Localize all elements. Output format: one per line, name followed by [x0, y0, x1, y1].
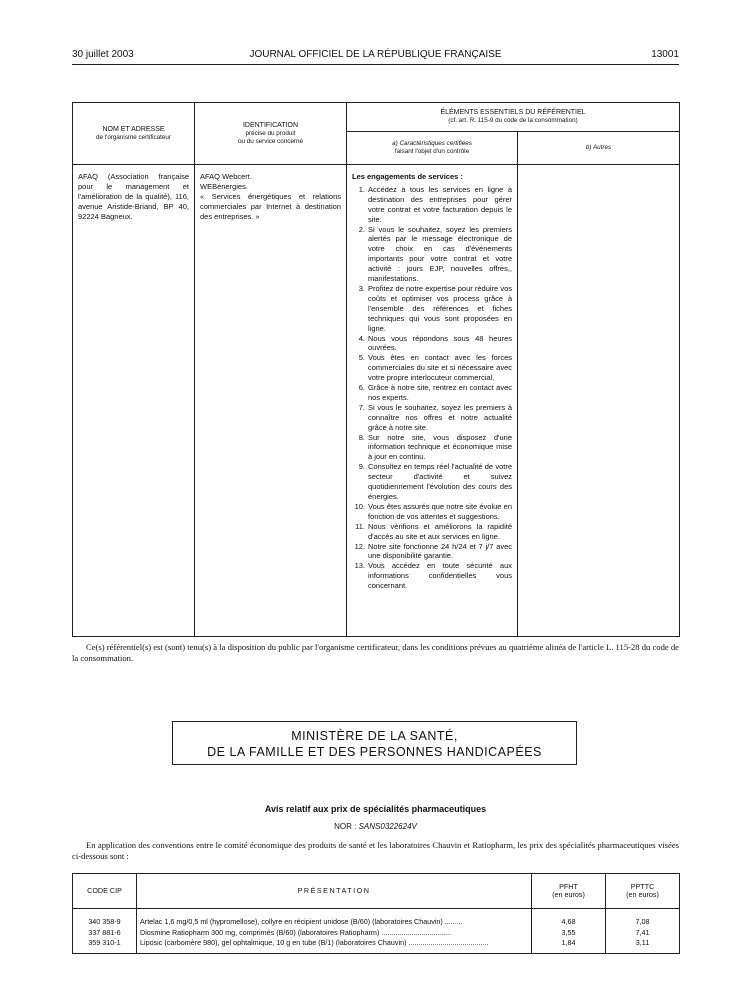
engagement-item — [352, 561, 512, 591]
table-row — [73, 909, 680, 928]
col-elements-header: ÉLÉMENTS ESSENTIELS DU RÉFÉRENTIEL (cf. art. R. 115-9 du code de la consommation) — [347, 103, 680, 132]
engagements-cell — [347, 165, 518, 637]
engagement-text: Nous vous répondons sous 48 heures ouvrées. — [368, 333, 512, 353]
col-caracteristiques-header: a) Caractéristiques certifiées faisant l'objet d'un contrôle — [347, 132, 518, 165]
engagement-text: Grâce à notre site, rentrez en contact avec nos experts. — [368, 383, 512, 402]
engagement-item — [352, 383, 512, 403]
col-identification-header: IDENTIFICATION précise du produit ou du service concerné — [195, 103, 347, 165]
engagements-title: Les engagements de services : — [352, 172, 463, 181]
header-rule — [72, 64, 679, 65]
engagement-item — [352, 403, 512, 433]
cell-pfht: 1,84 — [532, 938, 606, 953]
engagement-text: Accédez à tous les services en ligne à destination des entreprises pour gérer votre contrat et votre facturation depuis le site. — [368, 184, 512, 224]
page-header — [72, 49, 679, 63]
engagement-item — [352, 353, 512, 383]
cell-ppttc: 7,08 — [606, 909, 680, 928]
engagement-text: Si vous le souhaitez, soyez les premiers alertés par le message électronique de votre choix en cas d'événements importants pour votre contrat et votre activité : jours EJP, nouvelles offres,, manifestations. — [368, 224, 512, 284]
cell-code: 337 881-6 — [73, 928, 137, 939]
engagement-text: Vous accédez en toute sécurité aux informations confidentielles vous concernant. — [368, 561, 512, 591]
engagement-item — [352, 284, 512, 334]
engagement-text: Consultez en temps réel l'actualité de votre secteur d'activité et suivez quotidiennement l'évolution des cours des énergies. — [368, 462, 512, 501]
cell-ppttc: 3,11 — [606, 938, 680, 953]
table-row — [73, 938, 680, 953]
engagement-number: 5. — [358, 353, 365, 363]
header-journal-title: JOURNAL OFFICIEL DE LA RÉPUBLIQUE FRANÇAISE — [249, 49, 502, 60]
engagement-item — [352, 542, 512, 562]
engagement-item — [352, 225, 512, 284]
engagement-text: Notre site fonctionne 24 h/24 et 7 j/7 avec une disponibilité garantie. — [368, 541, 512, 561]
autres-cell — [518, 165, 680, 637]
availability-note: Ce(s) référentiel(s) est (sont) tenu(s) à la disposition du public par l'organisme certificateur, dans les conditions prévues au quatrième alinéa de l'article L. 115-28 du code de la consommation. — [72, 642, 679, 663]
ident-line-1: AFAQ Webcert. — [200, 172, 252, 181]
engagements-list — [352, 185, 512, 591]
cell-pfht: 4,68 — [532, 909, 606, 928]
engagement-number: 8. — [358, 432, 365, 442]
nor-value: SANS0322624V — [358, 822, 417, 831]
engagement-number: 3. — [358, 283, 365, 293]
organism-text: AFAQ (Association française pour le management et l'amélioration de la qualité), 116, avenue Aristide-Briand, BP 40, 92224 Bagneux. — [78, 172, 189, 221]
cell-presentation: Diosmine Ratiopharm 300 mg, comprimés (B/60) (laboratoires Ratiopharm) ................................... — [137, 928, 532, 939]
ministry-line-2: DE LA FAMILLE ET DES PERSONNES HANDICAPÉES — [207, 745, 542, 759]
engagement-text: Profitez de notre expertise pour réduire vos coûts et optimiser vos process grâce à l'ensemble des références et fiches techniques qui vous sont proposées en ligne. — [368, 283, 512, 333]
cell-presentation: Liposic (carbomère 980), gel ophtalmique, 10 g en tube (B/1) (laboratoires Chauvin) ........................................ — [137, 938, 532, 953]
engagement-number: 10. — [354, 501, 365, 511]
engagement-text: Si vous le souhaitez, soyez les premiers à connaître nos offres et notre actualité grâce à notre site. — [368, 402, 512, 432]
avis-intro: En application des conventions entre le comité économique des produits de santé et les laboratoires Chauvin et Ratiopharm, les prix des spécialités pharmaceutiques visées ci-dessous sont : — [72, 840, 679, 861]
ministry-line-1: MINISTÈRE DE LA SANTÉ, — [291, 729, 458, 743]
ministry-box — [172, 721, 577, 765]
nor-reference — [72, 822, 679, 831]
col-code-cip-header: CODE CIP — [73, 874, 137, 909]
engagement-item — [352, 502, 512, 522]
col-ppttc-header: PPTTC (en euros) — [606, 874, 680, 909]
ident-line-3: « Services énergétiques et relations commerciales par Internet à destination des entreprises. » — [200, 191, 341, 221]
engagement-number: 11. — [355, 521, 365, 531]
engagement-text: Vous êtes assurés que notre site évolue en fonction de vos attentes et suggestions. — [368, 501, 512, 521]
col-organism-header: NOM ET ADRESSE de l'organisme certificateur — [73, 103, 195, 165]
cell-code: 359 310-1 — [73, 938, 137, 953]
col-presentation-header: PRÉSENTATION — [137, 874, 532, 909]
cell-pfht: 3,55 — [532, 928, 606, 939]
referentiel-table — [72, 102, 680, 637]
engagement-number: 4. — [358, 333, 365, 343]
engagement-item — [352, 433, 512, 463]
engagement-item — [352, 334, 512, 354]
engagement-item — [352, 462, 512, 502]
engagement-number: 1. — [358, 184, 365, 194]
nor-label: NOR : — [334, 822, 357, 831]
col-autres-header: b) Autres — [518, 132, 680, 165]
engagement-number: 9. — [358, 462, 365, 472]
cell-presentation: Artelac 1,6 mg/0,5 ml (hypromellose), collyre en récipient unidose (B/60) (laboratoires Chauvin) ......... — [137, 909, 532, 928]
identification-cell — [195, 165, 347, 637]
engagement-text: Nous vérifions et améliorons la rapidité d'accès au site et aux services en ligne. — [368, 521, 512, 541]
engagement-text: Vous êtes en contact avec les forces commerciales du site et si nécessaire avec votre propre interlocuteur commercial. — [368, 353, 512, 383]
col-pfht-header: PFHT (en euros) — [532, 874, 606, 909]
organism-cell — [73, 165, 195, 637]
cell-ppttc: 7,41 — [606, 928, 680, 939]
engagement-text: Sur notre site, vous disposez d'une information technique et économique mise à jour en continu. — [368, 432, 512, 462]
header-page-number: 13001 — [651, 49, 679, 60]
cell-code: 340 358-9 — [73, 909, 137, 928]
ident-line-2: WEBénergies. — [200, 181, 248, 191]
engagement-item — [352, 522, 512, 542]
header-date: 30 juillet 2003 — [72, 49, 134, 60]
engagement-number: 13. — [354, 561, 365, 571]
engagement-number: 7. — [358, 402, 365, 412]
prix-table — [72, 873, 680, 954]
engagement-number: 2. — [358, 224, 365, 234]
avis-title: Avis relatif aux prix de spécialités pharmaceutiques — [264, 804, 487, 814]
engagement-number: 12. — [354, 541, 365, 551]
table-row — [73, 928, 680, 939]
engagement-item — [352, 185, 512, 225]
engagement-number: 6. — [358, 383, 365, 393]
